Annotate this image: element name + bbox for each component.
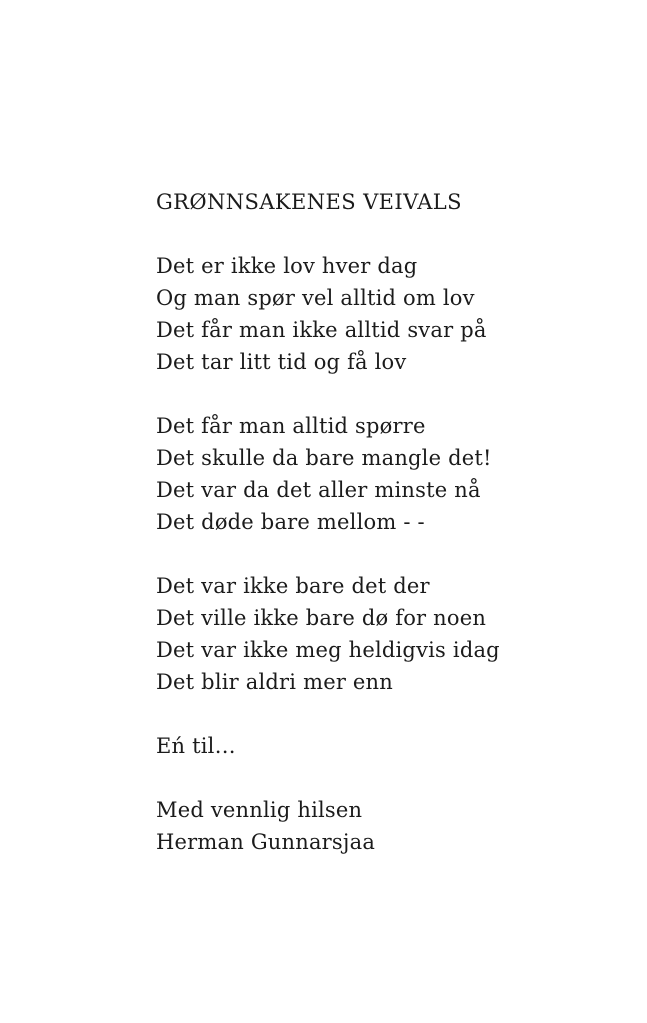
- poem-line: Det er ikke lov hver dag: [156, 254, 418, 278]
- signoff-line: Med vennlig hilsen: [156, 798, 363, 822]
- poem-line: Og man spør vel alltid om lov: [156, 286, 475, 310]
- stanza: [156, 730, 607, 762]
- poem: [156, 186, 607, 858]
- poem-line: Det skulle da bare mangle det!: [156, 446, 492, 470]
- stanza: [156, 250, 607, 378]
- poem-line: Det var ikke bare det der: [156, 574, 430, 598]
- poem-line: Det får man alltid spørre: [156, 414, 426, 438]
- signoff-line: Herman Gunnarsjaa: [156, 830, 376, 854]
- poem-line: Det var ikke meg heldigvis idag: [156, 638, 500, 662]
- stanza: [156, 410, 607, 538]
- signoff: [156, 794, 607, 858]
- poem-line: Det får man ikke alltid svar på: [156, 318, 487, 342]
- poem-line: Det var da det aller minste nå: [156, 478, 481, 502]
- poem-line: Det ville ikke bare dø for noen: [156, 606, 487, 630]
- poem-line: Det tar litt tid og få lov: [156, 350, 407, 374]
- poem-line: Det blir aldri mer enn: [156, 670, 394, 694]
- poem-line: Eń til…: [156, 734, 236, 758]
- poem-line: Det døde bare mellom - -: [156, 510, 425, 534]
- poem-title: GRØNNSAKENES VEIVALS: [156, 190, 462, 214]
- stanza: [156, 570, 607, 698]
